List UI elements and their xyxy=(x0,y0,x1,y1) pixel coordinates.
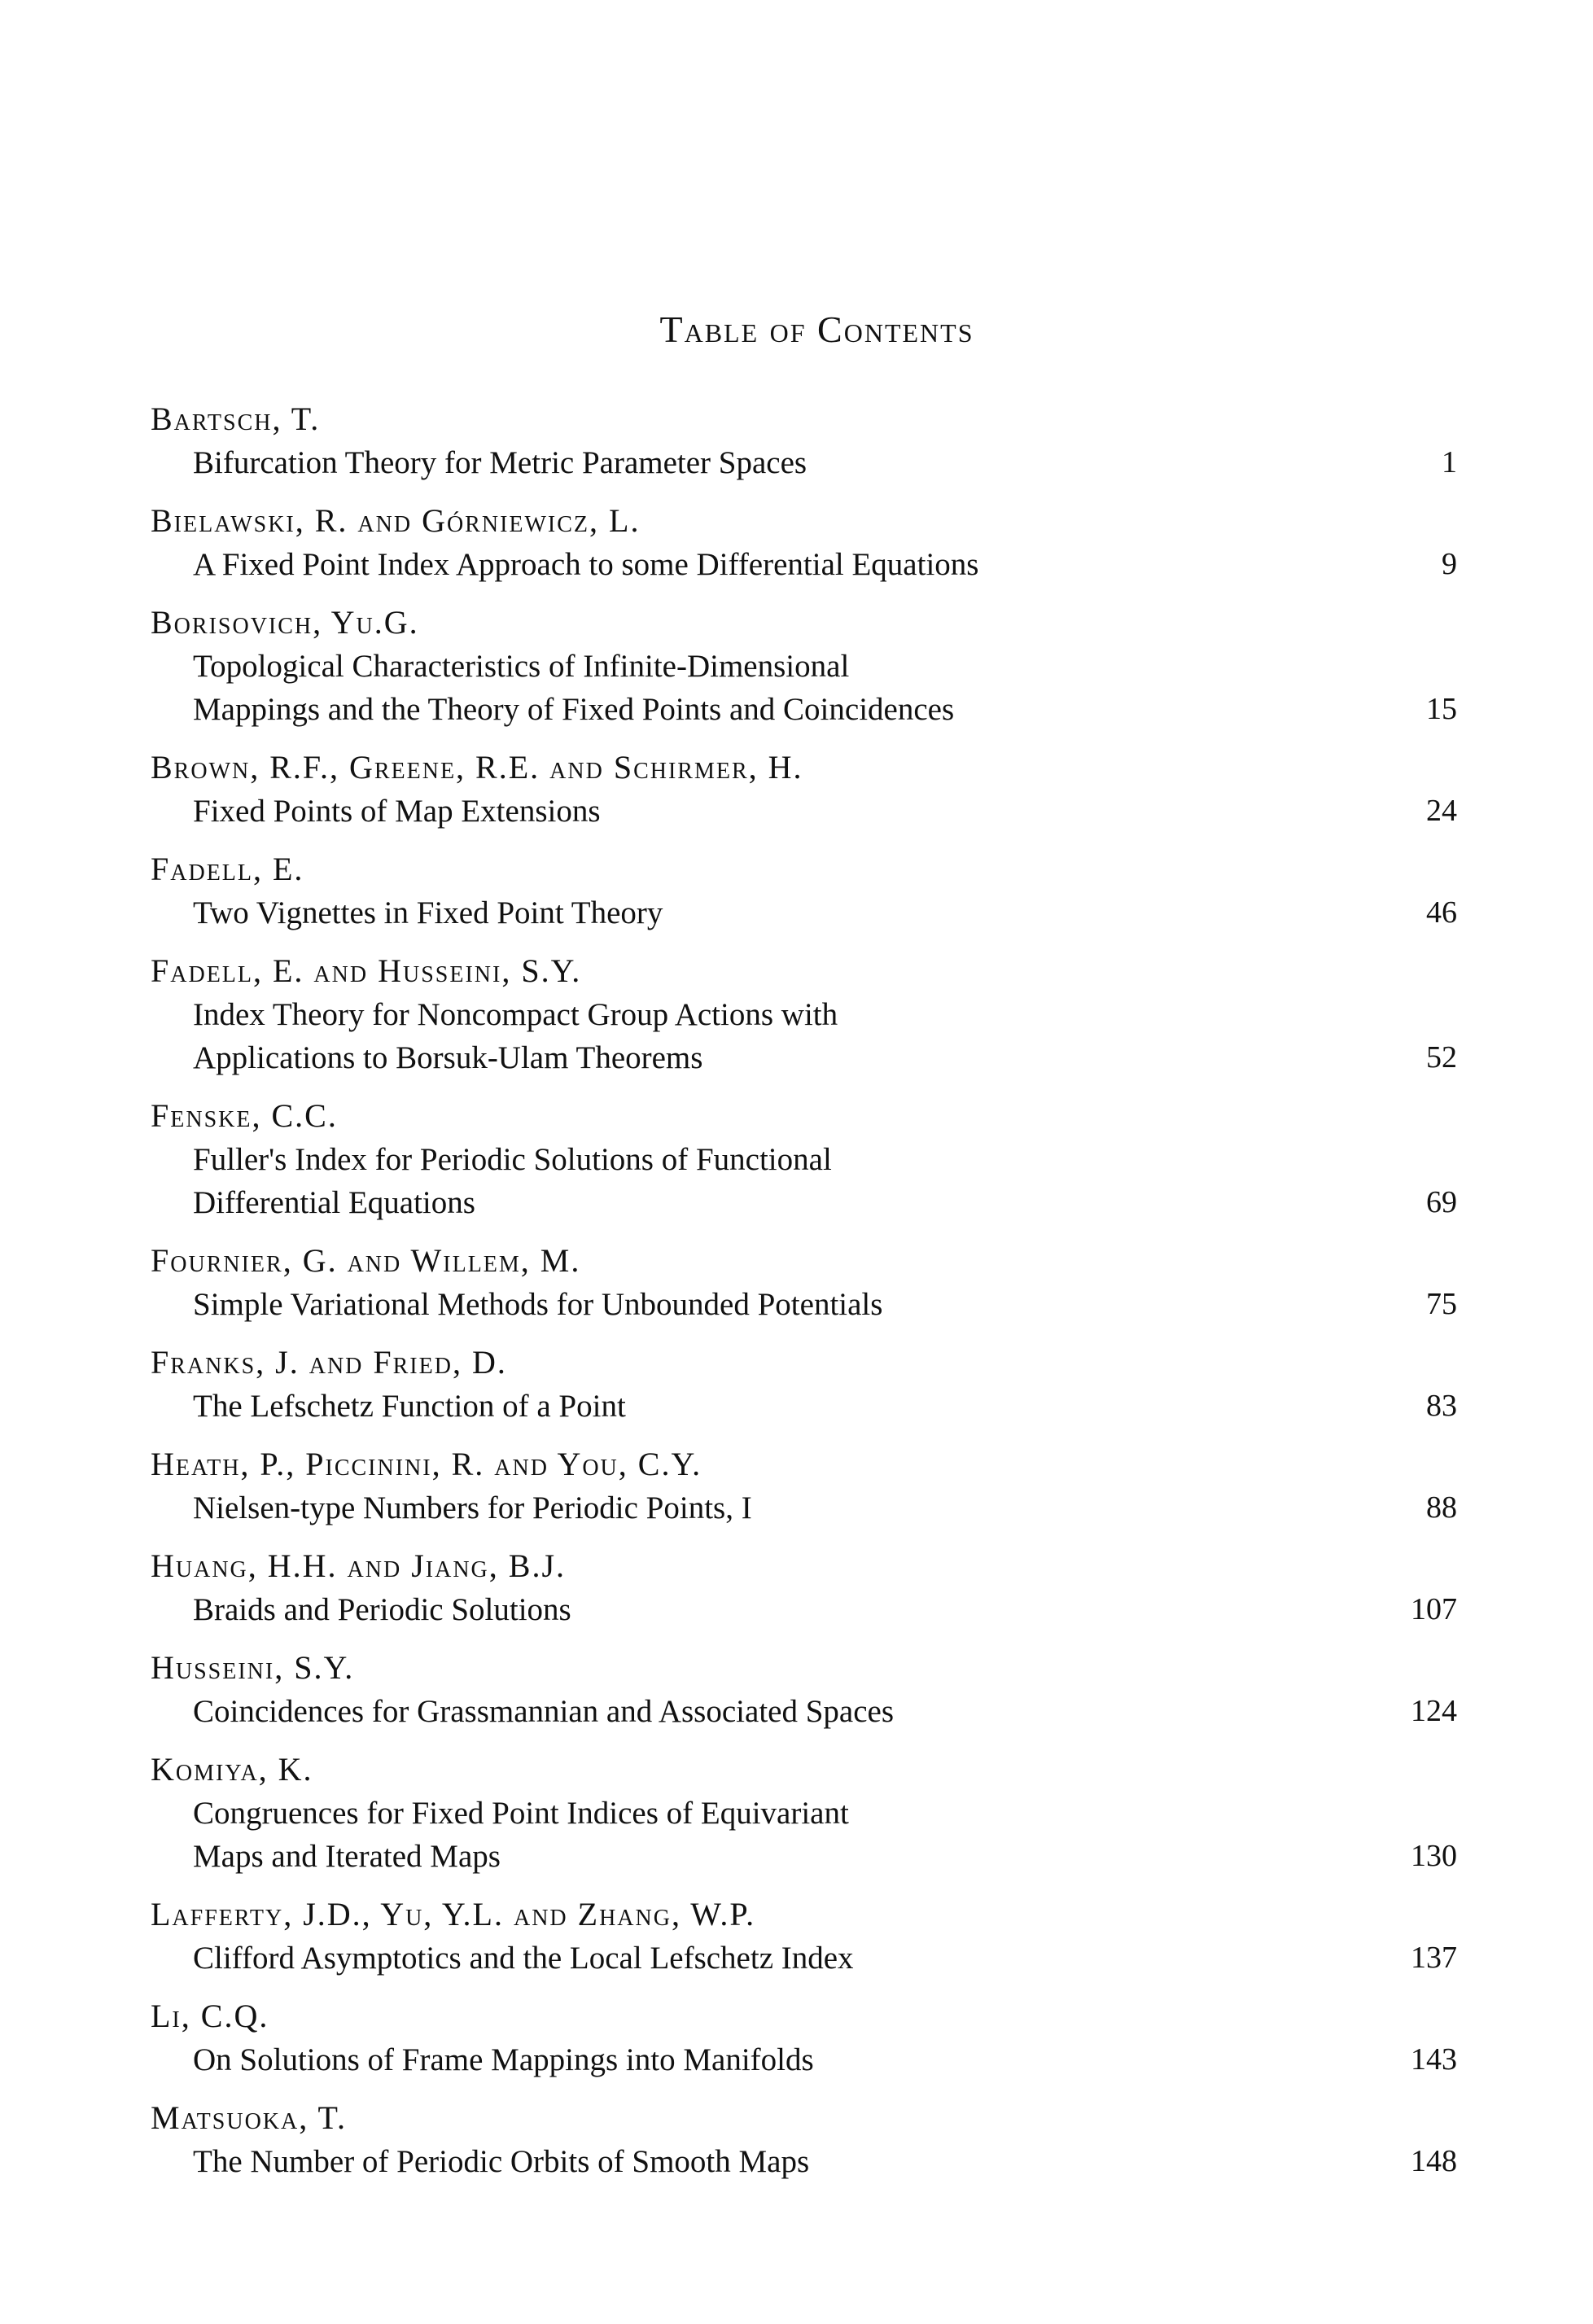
entry-title-line: Fuller's Index for Periodic Solutions of Functional xyxy=(193,1142,832,1177)
entry-authors: Franks, J. and Fried, D. xyxy=(151,1344,507,1381)
entry-authors: Komiya, K. xyxy=(151,1751,313,1788)
toc-entry xyxy=(151,746,1457,833)
entry-title-line: Mappings and the Theory of Fixed Points and Coincidences xyxy=(193,692,955,727)
entry-authors: Fournier, G. and Willem, M. xyxy=(151,1242,581,1279)
entry-title xyxy=(151,1690,894,1733)
entry-authors: Matsuoka, T. xyxy=(151,2099,347,2136)
entry-authors: Borisovich, Yu.G. xyxy=(151,604,419,641)
entry-title-line: Applications to Borsuk-Ulam Theorems xyxy=(193,1040,703,1075)
entry-authors: Husseini, S.Y. xyxy=(151,1649,355,1686)
entry-authors: Bielawski, R. and Górniewicz, L. xyxy=(151,502,641,539)
entry-authors: Huang, H.H. and Jiang, B.J. xyxy=(151,1547,567,1584)
entry-title-line: The Lefschetz Function of a Point xyxy=(193,1389,626,1424)
toc-entry xyxy=(151,1094,1457,1224)
entry-title xyxy=(151,2038,814,2081)
toc-entry xyxy=(151,1893,1457,1980)
entry-title-row xyxy=(151,1690,1457,1733)
entry-page-number: 130 xyxy=(1411,1839,1457,1873)
entry-title xyxy=(151,790,601,833)
page-title: Table of Contents xyxy=(659,309,974,350)
entry-page-number: 137 xyxy=(1411,1941,1457,1975)
entry-title-row xyxy=(151,891,1457,934)
toc-entry xyxy=(151,1341,1457,1428)
entry-title xyxy=(151,1486,752,1530)
entry-authors: Bartsch, T. xyxy=(151,400,321,437)
entry-title-line: Braids and Periodic Solutions xyxy=(193,1592,571,1627)
entry-title-row xyxy=(151,1385,1457,1428)
entry-page-number: 69 xyxy=(1426,1185,1457,1219)
entry-page-number: 148 xyxy=(1411,2144,1457,2178)
entry-title-line: Two Vignettes in Fixed Point Theory xyxy=(193,895,663,930)
entry-title-line: Fixed Points of Map Extensions xyxy=(193,794,601,829)
entry-title-row xyxy=(151,441,1457,484)
entry-title-line: A Fixed Point Index Approach to some Differential Equations xyxy=(193,547,979,582)
entry-title-row xyxy=(151,1792,1457,1878)
entry-title-row xyxy=(151,790,1457,833)
entry-title-row xyxy=(151,993,1457,1079)
entry-page-number: 46 xyxy=(1426,895,1457,930)
toc-entry xyxy=(151,1994,1457,2081)
entry-title-row xyxy=(151,543,1457,586)
toc-entry xyxy=(151,949,1457,1079)
entry-title xyxy=(151,2140,809,2183)
entry-authors: Li, C.Q. xyxy=(151,1998,269,2034)
entry-title xyxy=(151,891,663,934)
entry-title-line: Topological Characteristics of Infinite-Dimensional xyxy=(193,649,850,684)
entry-title-line: On Solutions of Frame Mappings into Manifolds xyxy=(193,2042,814,2077)
toc-entry xyxy=(151,1544,1457,1631)
entry-page-number: 15 xyxy=(1426,692,1457,726)
entry-title-row xyxy=(151,1588,1457,1631)
entry-title xyxy=(151,441,807,484)
entry-title xyxy=(151,1385,626,1428)
entry-title-line: The Number of Periodic Orbits of Smooth Maps xyxy=(193,2144,810,2179)
entry-title-line: Differential Equations xyxy=(193,1185,475,1220)
toc-entry xyxy=(151,499,1457,586)
entry-title-row xyxy=(151,1937,1457,1980)
entry-page-number: 52 xyxy=(1426,1040,1457,1074)
entry-authors: Heath, P., Piccinini, R. and You, C.Y. xyxy=(151,1446,702,1482)
entry-authors: Fenske, C.C. xyxy=(151,1097,338,1134)
entry-page-number: 124 xyxy=(1411,1694,1457,1728)
entry-title xyxy=(151,1283,882,1326)
entry-title-line: Simple Variational Methods for Unbounded Potentials xyxy=(193,1287,883,1322)
entry-title xyxy=(151,645,954,731)
entry-authors: Brown, R.F., Greene, R.E. and Schirmer, H. xyxy=(151,749,803,786)
toc-entry xyxy=(151,397,1457,484)
entry-title xyxy=(151,1937,854,1980)
entry-title-row xyxy=(151,1138,1457,1224)
entry-title-row xyxy=(151,645,1457,731)
entry-title-row xyxy=(151,2038,1457,2081)
entry-title xyxy=(151,1792,849,1878)
entry-title xyxy=(151,1138,832,1224)
toc-list xyxy=(151,397,1457,2198)
entry-title-line: Bifurcation Theory for Metric Parameter Spaces xyxy=(193,445,807,480)
entry-page-number: 75 xyxy=(1426,1287,1457,1321)
entry-authors: Fadell, E. xyxy=(151,851,304,887)
toc-entry xyxy=(151,1748,1457,1878)
entry-page-number: 9 xyxy=(1442,547,1457,581)
entry-title-line: Nielsen-type Numbers for Periodic Points, I xyxy=(193,1490,752,1525)
entry-authors: Fadell, E. and Husseini, S.Y. xyxy=(151,952,582,989)
entry-page-number: 1 xyxy=(1442,445,1457,479)
entry-page-number: 88 xyxy=(1426,1490,1457,1525)
entry-title xyxy=(151,1588,571,1631)
toc-entry xyxy=(151,601,1457,731)
entry-title-line: Index Theory for Noncompact Group Actions with xyxy=(193,997,838,1032)
entry-page-number: 83 xyxy=(1426,1389,1457,1423)
toc-entry xyxy=(151,2096,1457,2183)
entry-title-row xyxy=(151,2140,1457,2183)
entry-title-line: Maps and Iterated Maps xyxy=(193,1839,501,1874)
entry-title-row xyxy=(151,1486,1457,1530)
entry-authors: Lafferty, J.D., Yu, Y.L. and Zhang, W.P. xyxy=(151,1896,756,1932)
toc-entry xyxy=(151,1442,1457,1530)
entry-title-row xyxy=(151,1283,1457,1326)
entry-page-number: 143 xyxy=(1411,2042,1457,2077)
toc-entry xyxy=(151,1646,1457,1733)
toc-entry xyxy=(151,847,1457,934)
entry-title xyxy=(151,993,838,1079)
toc-entry xyxy=(151,1239,1457,1326)
entry-page-number: 107 xyxy=(1411,1592,1457,1626)
entry-title xyxy=(151,543,978,586)
entry-title-line: Congruences for Fixed Point Indices of Equivariant xyxy=(193,1796,849,1831)
entry-title-line: Clifford Asymptotics and the Local Lefschetz Index xyxy=(193,1941,854,1976)
entry-page-number: 24 xyxy=(1426,794,1457,828)
entry-title-line: Coincidences for Grassmannian and Associated Spaces xyxy=(193,1694,895,1729)
